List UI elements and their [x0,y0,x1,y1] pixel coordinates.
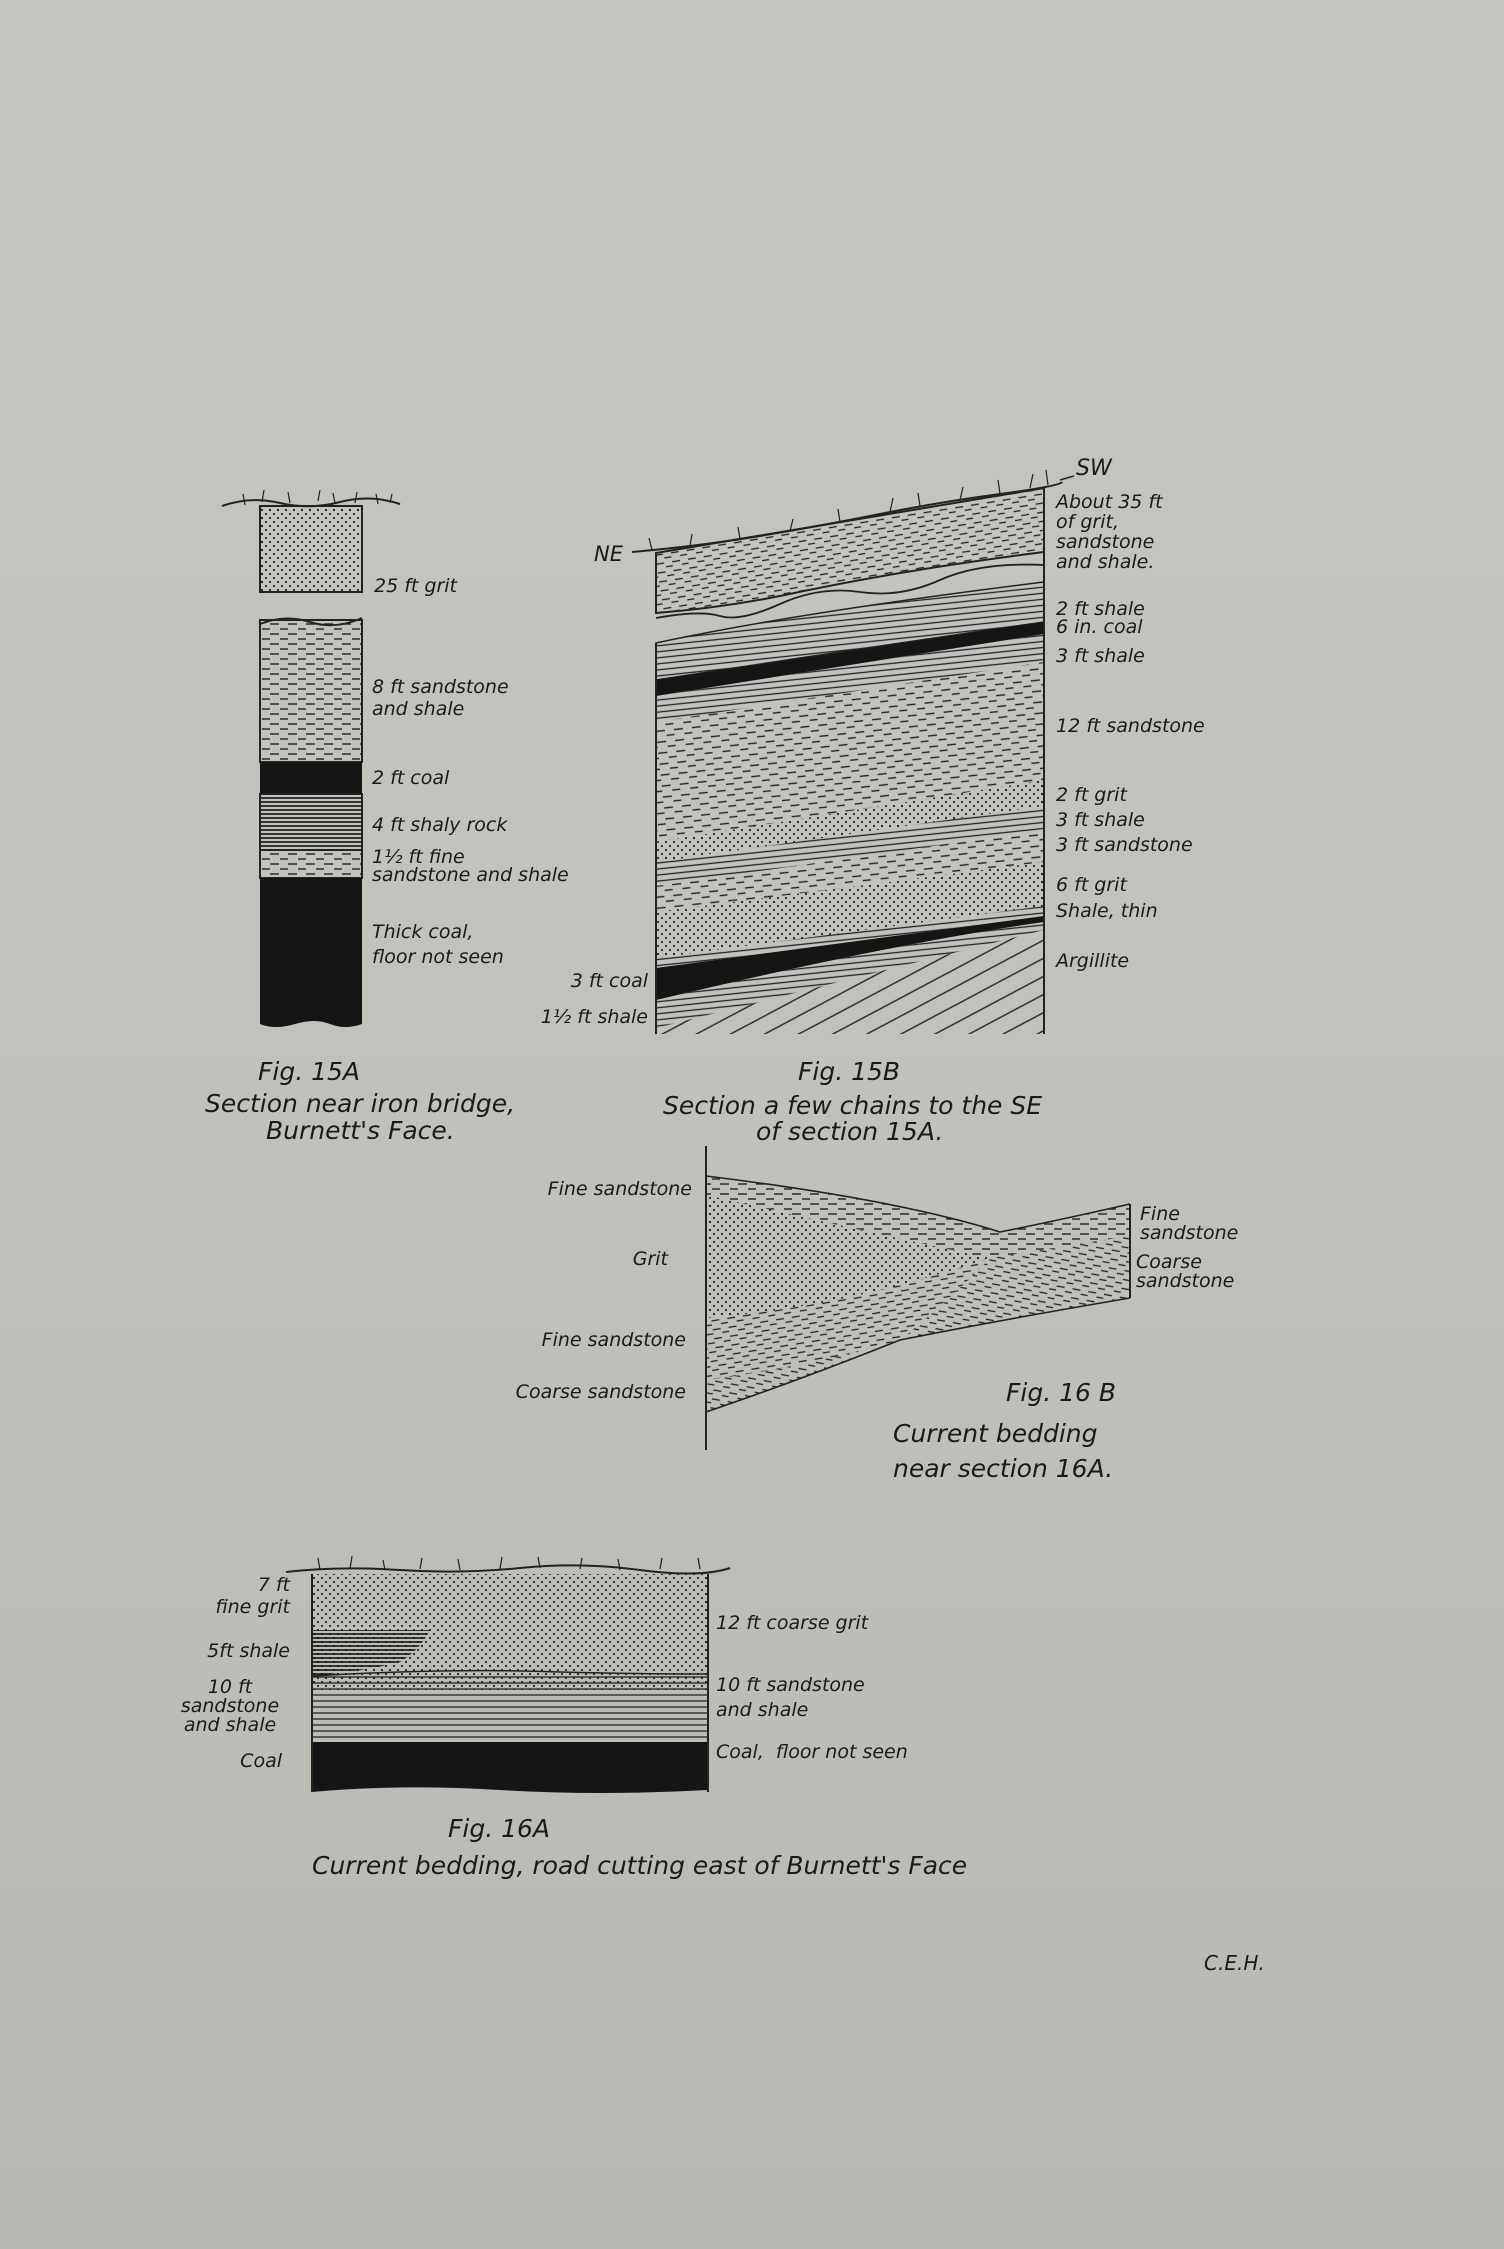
fig15a-label-thick-coal: Thick coal, floor not seen [372,921,504,968]
fig16a-label-sandstone-shale-right: 10 ft sandstone and shale [716,1674,865,1721]
fig16b-label-coarse-sandstone: Coarse sandstone [515,1381,686,1403]
fig16b-label-fine-sandstone-top: Fine sandstone [547,1178,692,1200]
fig15b-label-top: About 35 ft of grit, sandstone and shale. [1056,491,1163,573]
fig15b-label-shale-1half-ft: 1½ ft shale [540,1006,648,1028]
fig15b-label-sw: SW [1076,456,1112,481]
fig15a-sandstone-shale-layer [260,620,362,762]
fig16b-caption-title: Fig. 16 B [1006,1378,1116,1407]
fig15a-caption-line2: Burnett's Face. [266,1116,455,1145]
fig15a-label-fine-sandstone: 1½ ft fine sandstone and shale [372,846,569,886]
fig15b-label-grit-2ft: 2 ft grit [1056,784,1127,806]
fig15a-shaly-rock-layer [260,794,362,850]
fig15b-label-shale-thin: Shale, thin [1056,900,1158,922]
fig16a-label-sandstone-shale: 10 ft sandstone and shale [180,1676,280,1736]
fig16a-caption-line: Current bedding, road cutting east of Burnett's Face [312,1851,968,1880]
fig16a-coal-layer [312,1742,708,1793]
fig15a-grit-layer [260,506,362,592]
fig15b-label-shale-3ft-lower: 3 ft shale [1056,809,1145,831]
fig15a-label-shaly-rock: 4 ft shaly rock [372,814,508,836]
fig15b-caption-line2: of section 15A. [756,1117,944,1146]
fig15b-caption-title: Fig. 15B [798,1057,901,1086]
fig15b-label-shale-coal: 2 ft shale 6 in. coal [1056,598,1145,638]
fig15b-label-sandstone-12ft: 12 ft sandstone [1056,715,1205,737]
fig15a-label-coal: 2 ft coal [372,767,450,789]
fig16b-label-fine-right: Fine sandstone [1140,1203,1239,1244]
fig16a-caption-title: Fig. 16A [448,1814,551,1843]
signature: C.E.H. [1204,1951,1265,1975]
fig15b-label-coal-3ft: 3 ft coal [570,970,648,992]
fig16a-label-coal: Coal [240,1750,282,1772]
fig15b-label-argillite: Argillite [1056,950,1130,972]
fig15a-caption-line1: Section near iron bridge, [205,1089,516,1118]
fig16b-label-grit: Grit [632,1248,668,1270]
fig15b-caption-line1: Section a few chains to the SE [663,1091,1043,1120]
fig16a-label-fine-grit: 7 ft fine grit [215,1574,290,1618]
fig15b-label-shale-3ft: 3 ft shale [1056,645,1145,667]
fig16a-label-shale: 5ft shale [207,1640,290,1662]
fig16a-sandstone-shale-layer [312,1674,708,1744]
fig15a-thick-coal-layer [260,878,362,1027]
fig15a-caption-title: Fig. 15A [258,1057,361,1086]
fig15b-label-sandstone-3ft: 3 ft sandstone [1056,834,1193,856]
fig15a-fine-sandstone-layer [260,850,362,878]
fig15a-label-sandstone-shale: 8 ft sandstone and shale [372,676,509,720]
fig15b-section [632,470,1074,1034]
fig16a-label-coarse-grit: 12 ft coarse grit [716,1612,869,1634]
fig16b-label-coarse-right: Coarse sandstone [1136,1251,1235,1292]
fig15b-label-grit-6ft: 6 ft grit [1056,874,1127,896]
fig16a-section [286,1556,730,1793]
fig15b-label-ne: NE [594,542,623,566]
fig15a-label-grit: 25 ft grit [374,575,457,597]
fig16b-caption-line1: Current bedding [893,1419,1098,1448]
fig16a-label-coal-right: Coal, floor not seen [716,1741,908,1763]
fig16b-caption-line2: near section 16A. [893,1454,1114,1483]
fig15a-coal-layer [260,762,362,794]
fig16b-label-fine-sandstone-low: Fine sandstone [541,1329,686,1351]
